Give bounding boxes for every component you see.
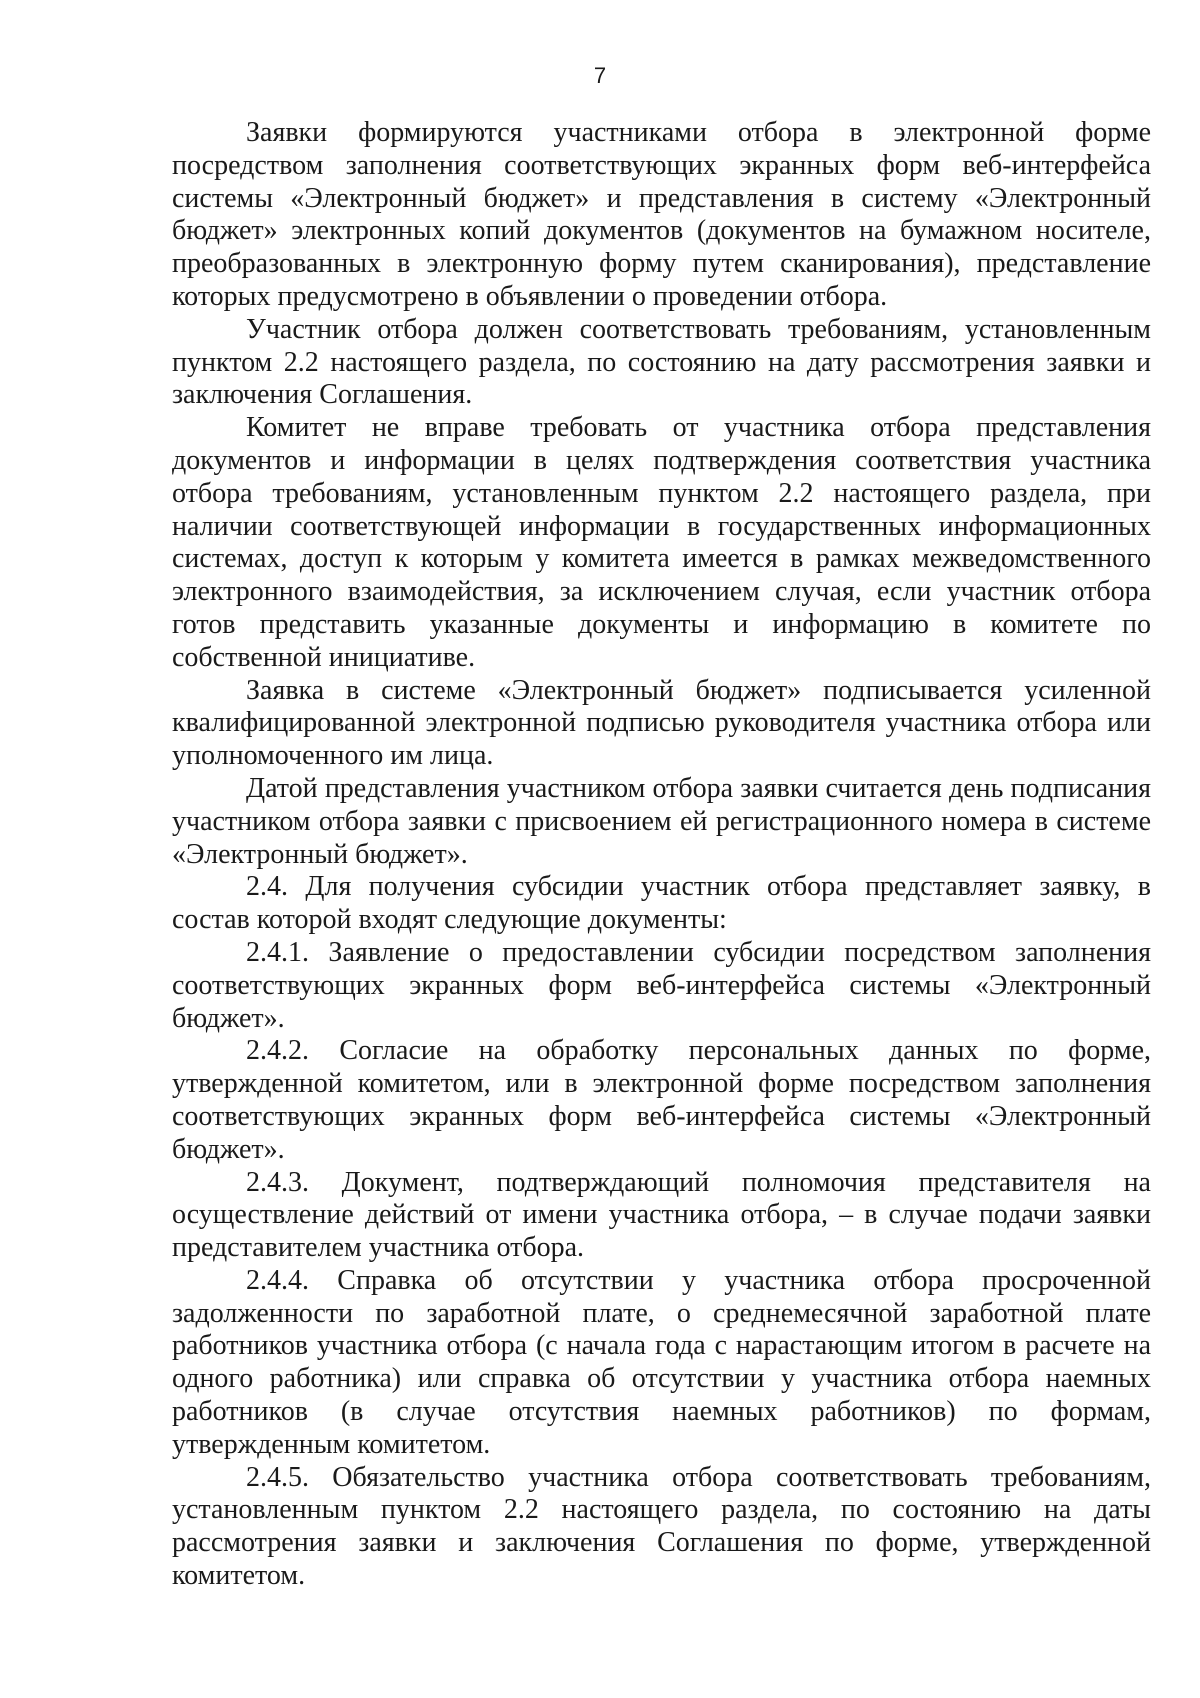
paragraph: Датой представления участником отбора заявки считается день подписания участником отбора заявки с присвоением ей регистрационного номера в системе «Электронный бюджет». <box>172 772 1151 870</box>
paragraph: Заявка в системе «Электронный бюджет» подписывается усиленной квалифицированной электронной подписью руководителя участника отбора или уполномоченного им лица. <box>172 674 1151 772</box>
paragraph: 2.4.2. Согласие на обработку персональных данных по форме, утвержденной комитетом, или в электронной форме посредством заполнения соответствующих экранных форм веб-интерфейса системы «Электронный бюджет». <box>172 1035 1151 1165</box>
paragraph: Заявки формируются участниками отбора в электронной форме посредством заполнения соответствующих экранных форм веб-интерфейса системы «Электронный бюджет» и представления в систему «Электронный бюджет» электронных копий документов (документов на бумажном носителе, преобразованных в электронную форму путем сканирования), представление которых предусмотрено в объявлении о проведении отбора. <box>172 117 1151 312</box>
paragraph: 2.4.5. Обязательство участника отбора соответствовать требованиям, установленным пунктом 2.2 настоящего раздела, по состоянию на даты рассмотрения заявки и заключения Соглашения по форме, утвержденной комитетом. <box>172 1461 1151 1592</box>
paragraph: Участник отбора должен соответствовать требованиям, установленным пунктом 2.2 настоящего раздела, по состоянию на дату рассмотрения заявки и заключения Соглашения. <box>172 313 1151 411</box>
document-body <box>172 117 1151 1593</box>
paragraph: Комитет не вправе требовать от участника отбора представления документов и информации в целях подтверждения соответствия участника отбора требованиям, установленным пунктом 2.2 настоящего раздела, при наличии соответствующей информации в государственных информационных системах, доступ к которым у комитета имеется в рамках межведомственного электронного взаимодействия, за исключением случая, если участник отбора готов представить указанные документы и информацию в комитете по собственной инициативе. <box>172 412 1151 673</box>
paragraph: 2.4. Для получения субсидии участник отбора представляет заявку, в состав которой входят следующие документы: <box>172 871 1151 936</box>
page-number: 7 <box>593 63 607 88</box>
paragraph: 2.4.1. Заявление о предоставлении субсидии посредством заполнения соответствующих экранных форм веб-интерфейса системы «Электронный бюджет». <box>172 936 1151 1034</box>
paragraph: 2.4.3. Документ, подтверждающий полномочия представителя на осуществление действий от имени участника отбора, – в случае подачи заявки представителем участника отбора. <box>172 1166 1151 1264</box>
paragraph: 2.4.4. Справка об отсутствии у участника отбора просроченной задолженности по заработной плате, о среднемесячной заработной плате работников участника отбора (с начала года с нарастающим итогом в расчете на одного работника) или справка об отсутствии у участника отбора наемных работников (в случае отсутствия наемных работников) по формам, утвержденным комитетом. <box>172 1264 1151 1460</box>
